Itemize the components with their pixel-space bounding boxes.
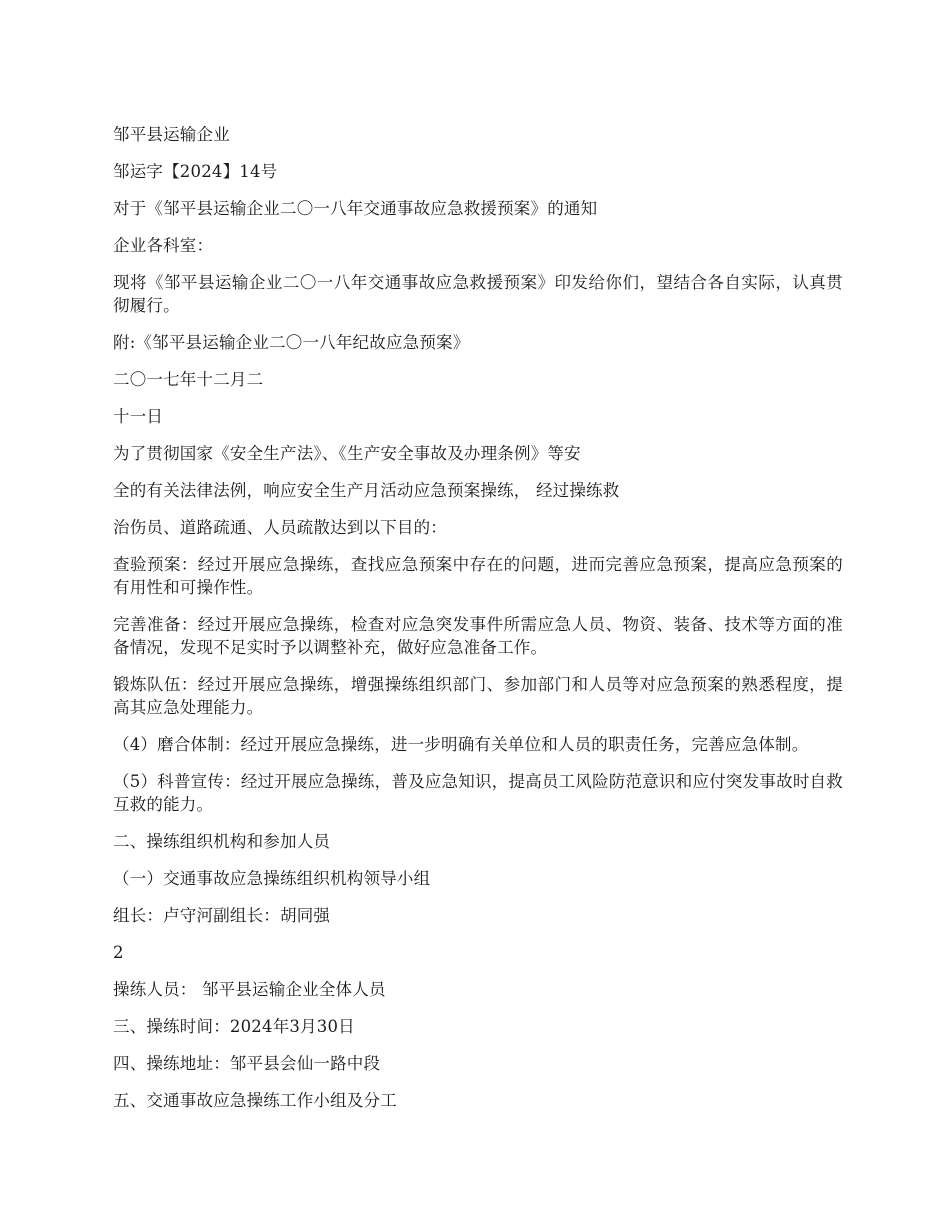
goal-verify-plan: 查验预案：经过开展应急操练，查找应急预案中存在的问题，进而完善应急预案，提高应急预案的有用性和可操作性。 — [113, 555, 843, 597]
attachment-line: 附:《邹平县运输企业二〇一八年纪故应急预案》 — [113, 333, 470, 352]
addressee: 企业各科室： — [113, 236, 214, 255]
purpose-line-2: 全的有关法律法例，响应安全生产月活动应急预案操练， 经过操练救 — [113, 481, 620, 500]
document-number: 邹运字【2024】14号 — [113, 162, 278, 181]
date-line-2: 十一日 — [113, 407, 164, 426]
section-heading-time: 三、操练时间：2024年3月30日 — [113, 1017, 355, 1036]
leaders-line: 组长：卢守河副组长：胡同强 — [113, 906, 331, 925]
goal-mechanism: （4）磨合体制：经过开展应急操练，进一步明确有关单位和人员的职责任务，完善应急体制。 — [113, 735, 809, 754]
purpose-line-3: 治伤员、道路疏通、人员疏散达到以下目的： — [113, 518, 447, 537]
page-number: 2 — [113, 943, 124, 962]
section-heading-groups: 五、交通事故应急操练工作小组及分工 — [113, 1091, 397, 1110]
section-heading-location: 四、操练地址：邹平县会仙一路中段 — [113, 1054, 381, 1073]
notice-title: 对于《邹平县运输企业二〇一八年交通事故应急救援预案》的通知 — [113, 199, 598, 218]
subsection-heading-leadership: （一）交通事故应急操练组织机构领导小组 — [113, 869, 431, 888]
issuer-name: 邹平县运输企业 — [113, 125, 230, 144]
goal-publicity: （5）科普宣传：经过开展应急操练，普及应急知识，提高员工风险防范意识和应付突发事故时自救互救的能力。 — [113, 772, 843, 814]
notice-body: 现将《邹平县运输企业二〇一八年交通事故应急救援预案》印发给你们，望结合各自实际，认真贯彻履行。 — [113, 273, 843, 315]
date-line-1: 二〇一七年十二月二 — [113, 370, 264, 389]
section-heading-organization: 二、操练组织机构和参加人员 — [113, 832, 331, 851]
goal-improve-preparation: 完善准备：经过开展应急操练，检查对应急突发事件所需应急人员、物资、装备、技术等方面的准备情况，发现不足实时予以调整补充，做好应急准备工作。 — [113, 615, 843, 657]
participants-line: 操练人员： 邹平县运输企业全体人员 — [113, 980, 386, 999]
goal-train-team: 锻炼队伍：经过开展应急操练，增强操练组织部门、参加部门和人员等对应急预案的熟悉程度，提高其应急处理能力。 — [113, 675, 843, 717]
document-body — [113, 123, 843, 1126]
purpose-line-1: 为了贯彻国家《安全生产法》、《生产安全事故及办理条例》等安 — [113, 444, 581, 463]
